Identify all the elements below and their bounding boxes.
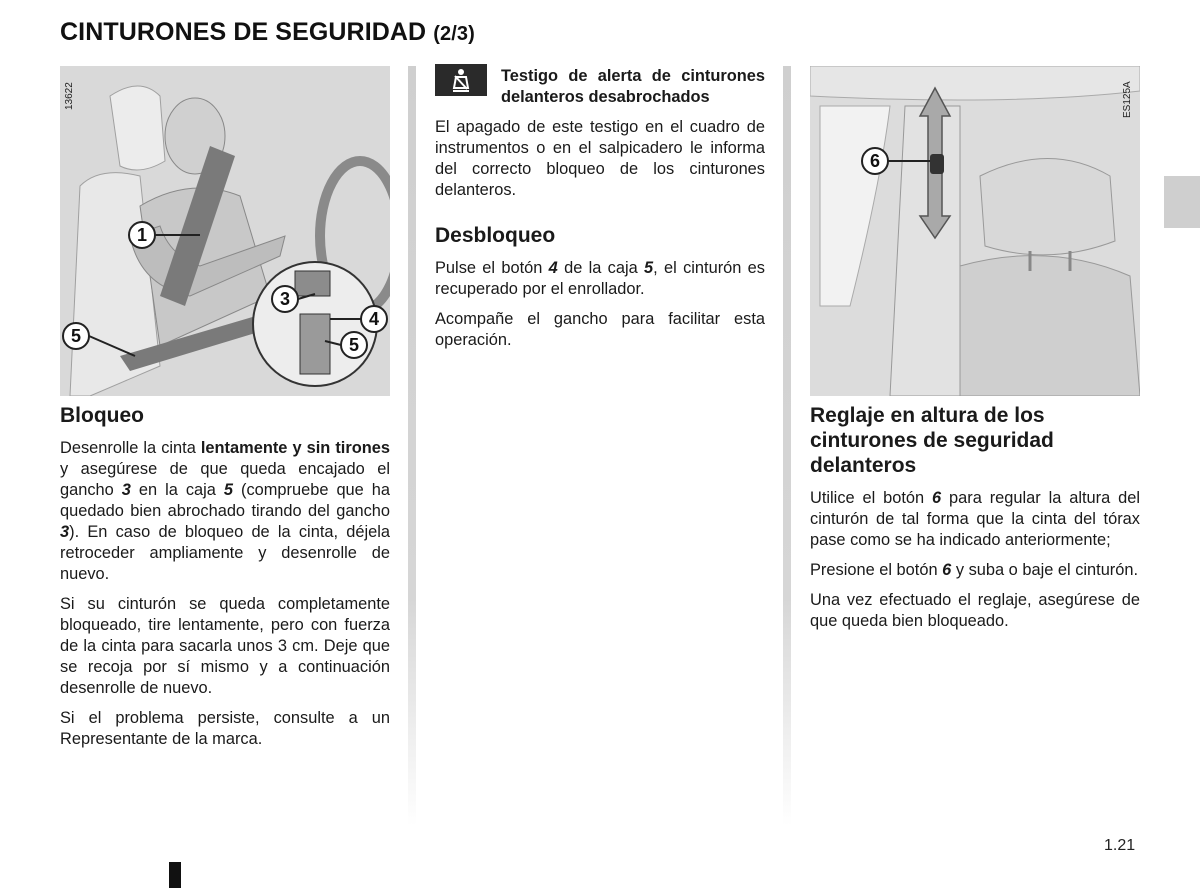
left-column — [60, 403, 390, 759]
paragraph-bloqueo-1: Desenrolle la cinta lentamente y sin tirones y asegúrese de que queda encajado el gancho 3 en la caja 5 (compruebe que ha quedado bien abrochado tirando del gancho 3). En caso de bloqueo de la cinta, déjela retroceder ampliamente y desenrolle de nuevo. — [60, 439, 391, 583]
paragraph-bloqueo-3: Si el problema persiste, consulte a un Representante de la marca. — [60, 709, 390, 748]
callout-5: 5 — [70, 326, 82, 346]
middle-column — [435, 66, 765, 360]
section-tab — [1164, 176, 1200, 228]
seatbelt-illustration — [60, 66, 390, 396]
margin-marker — [169, 862, 181, 888]
page-title — [60, 18, 475, 47]
callout-6: 6 — [869, 151, 881, 171]
paragraph-desbloqueo-1: Pulse el botón 4 de la caja 5, el cinturón es recuperado por el enrollador. — [435, 259, 765, 298]
page-title-part: (2/3) — [433, 23, 475, 45]
figure-code-right: ES125A — [1122, 81, 1133, 118]
right-column — [810, 403, 1140, 641]
callout-5-buckle: 5 — [348, 335, 360, 355]
height-adjuster-illustration — [810, 66, 1140, 396]
callout-4: 4 — [368, 309, 380, 329]
paragraph-desbloqueo-2: Acompañe el gancho para facilitar esta operación. — [435, 310, 765, 349]
paragraph-bloqueo-2: Si su cinturón se queda completamente bloqueado, tire lentamente, pero con fuerza de la cinta para sacarla unos 3 cm. Deje que se recoja por sí mismo y a continuación desenrolle de nuevo. — [60, 595, 390, 697]
page-number: 1.21 — [1104, 837, 1136, 854]
heading-bloqueo: Bloqueo — [60, 404, 144, 427]
seatbelt-warning-icon — [435, 64, 487, 96]
warning-title: Testigo de alerta de cinturones delanteros desabrochados — [501, 67, 765, 106]
figure-code: 13622 — [64, 82, 75, 110]
paragraph-reglaje-2: Presione el botón 6 y suba o baje el cinturón. — [810, 561, 1139, 579]
warning-text: El apagado de este testigo en el cuadro de instrumentos o en el salpicadero le informa del correcto bloqueo de los cinturones delanteros. — [435, 118, 765, 199]
paragraph-reglaje-1: Utilice el botón 6 para regular la altura del cinturón de tal forma que la cinta del tórax pase como se ha indicado anteriormente; — [810, 489, 1140, 549]
column-divider — [408, 66, 416, 826]
paragraph-reglaje-3: Una vez efectuado el reglaje, asegúrese de que queda bien bloqueado. — [810, 591, 1140, 630]
callout-3: 3 — [279, 289, 291, 309]
column-divider-2 — [783, 66, 791, 826]
page-title-text: CINTURONES DE SEGURIDAD — [60, 18, 427, 46]
heading-desbloqueo: Desbloqueo — [435, 224, 556, 247]
callout-1: 1 — [136, 225, 148, 245]
heading-reglaje: Reglaje en altura de los cinturones de seguridad delanteros — [810, 404, 1054, 477]
